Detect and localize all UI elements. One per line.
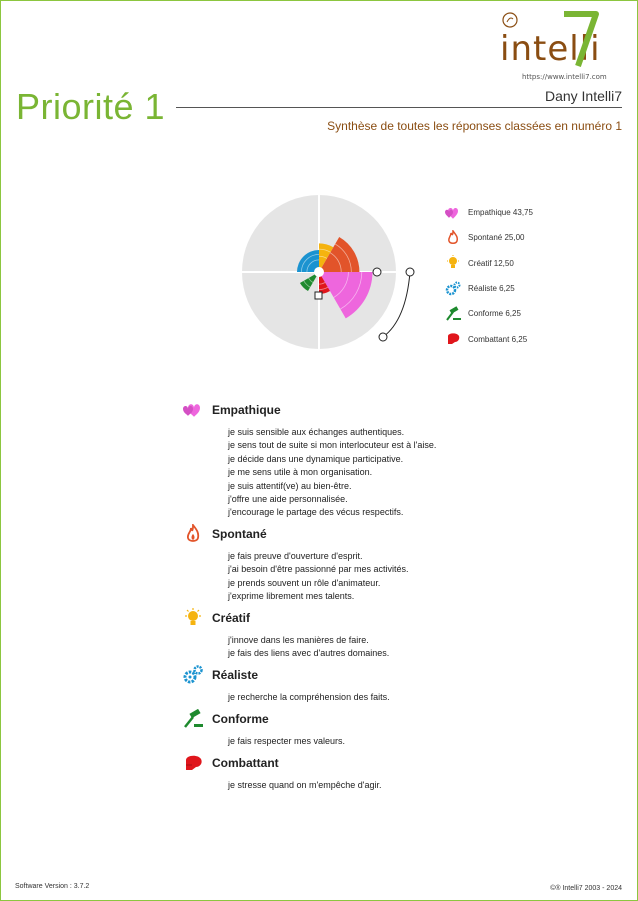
legend-label: Combattant 6,25 xyxy=(468,334,528,344)
intelli7-logo xyxy=(498,10,626,72)
section-spontane xyxy=(182,524,409,604)
section-line: j'ai besoin d'être passionné par mes activités. xyxy=(228,564,409,575)
legend-label: Spontané 25,00 xyxy=(468,233,525,243)
section-line: j'encourage le partage des vécus respectifs. xyxy=(228,507,404,518)
software-version: Software Version : 3.7.2 xyxy=(15,883,90,890)
legend-item xyxy=(444,200,533,225)
svg-text:intelli: intelli xyxy=(500,29,601,69)
hearts-icon xyxy=(182,400,204,420)
legend-label: Conforme 6,25 xyxy=(468,309,521,319)
legend-label: Créatif 12,50 xyxy=(468,258,514,268)
section-line: je fais preuve d'ouverture d'esprit. xyxy=(228,551,363,561)
chart-handle-top xyxy=(406,268,414,276)
gavel-icon xyxy=(444,306,462,322)
section-realiste xyxy=(182,665,390,704)
boxing-glove-icon xyxy=(182,753,204,773)
section-line: je décide dans une dynamique participative. xyxy=(228,453,404,464)
legend-label: Empathique 43,75 xyxy=(468,208,533,218)
section-line: j'offre une aide personnalisée. xyxy=(228,494,348,505)
flame-icon xyxy=(444,230,462,246)
section-line: je me sens utile à mon organisation. xyxy=(228,467,373,478)
person-name: Dany Intelli7 xyxy=(544,88,622,104)
legend-item xyxy=(444,225,533,250)
legend-item xyxy=(444,251,533,276)
section-line: je fais des liens avec d'autres domaines. xyxy=(228,648,390,659)
chart-handle-square xyxy=(315,292,322,299)
section-combattant xyxy=(182,753,382,792)
chart-center xyxy=(314,267,324,277)
section-line: je fais respecter mes valeurs. xyxy=(228,736,346,746)
gavel-icon xyxy=(182,709,204,729)
legend-item xyxy=(444,276,533,301)
legend-item xyxy=(444,326,533,351)
lightbulb-icon xyxy=(444,255,462,271)
gears-icon xyxy=(444,281,462,297)
page-title: Priorité 1 xyxy=(16,86,166,127)
section-title: Spontané xyxy=(212,527,267,541)
gears-icon xyxy=(182,665,204,685)
section-line: je stresse quand on m'empêche d'agir. xyxy=(228,780,382,790)
page-subtitle: Synthèse de toutes les réponses classées en numéro 1 xyxy=(327,119,622,133)
chart-handle-bottom xyxy=(379,333,387,341)
hearts-icon xyxy=(444,205,462,221)
lightbulb-icon xyxy=(182,608,204,628)
logo-url: https://www.intelli7.com xyxy=(522,73,607,81)
section-title: Empathique xyxy=(212,403,281,417)
section-line: je suis attentif(ve) au bien-être. xyxy=(228,480,352,491)
section-title: Créatif xyxy=(212,611,251,625)
section-creatif xyxy=(182,608,389,661)
section-line: j'innove dans les manières de faire. xyxy=(228,635,369,645)
chart-legend xyxy=(444,200,533,352)
legend-item xyxy=(444,301,533,326)
title-rule xyxy=(176,107,622,108)
chart-handle-mid xyxy=(373,268,381,276)
profile-chart xyxy=(236,190,436,360)
legend-label: Réaliste 6,25 xyxy=(468,284,515,294)
section-conforme xyxy=(182,709,345,748)
boxing-glove-icon xyxy=(444,331,462,347)
section-title: Combattant xyxy=(212,756,279,770)
section-line: j'exprime librement mes talents. xyxy=(228,591,355,602)
copyright: ©® Intelli7 2003 - 2024 xyxy=(550,885,622,892)
section-empathique xyxy=(182,400,436,520)
section-line: je recherche la compréhension des faits. xyxy=(228,692,390,702)
section-line: je suis sensible aux échanges authentiques. xyxy=(228,427,405,437)
flame-icon xyxy=(182,524,204,544)
section-title: Conforme xyxy=(212,712,269,726)
section-title: Réaliste xyxy=(212,668,259,682)
section-line: je sens tout de suite si mon interlocuteur est à l'aise. xyxy=(228,440,437,451)
section-line: je prends souvent un rôle d'animateur. xyxy=(228,577,381,588)
